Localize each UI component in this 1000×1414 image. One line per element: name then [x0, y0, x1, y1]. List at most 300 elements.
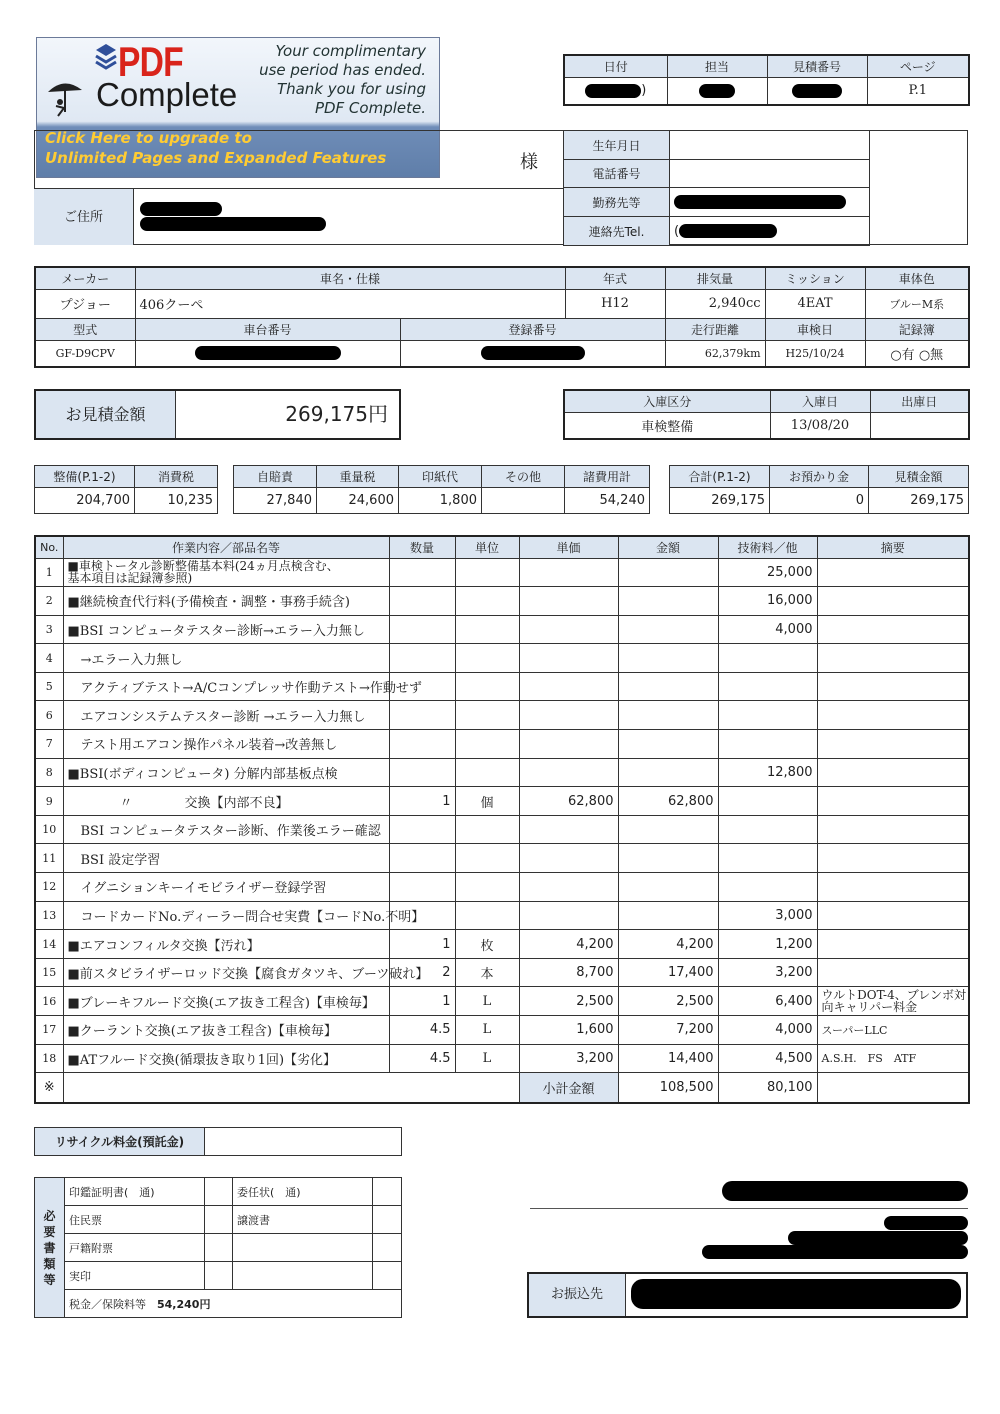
model-value: GF-D9CPV — [35, 340, 135, 367]
redacted-block — [679, 224, 777, 238]
document-item: 譲渡書 — [233, 1206, 373, 1234]
summary-value: 24,600 — [317, 488, 399, 514]
summary-label: その他 — [482, 466, 565, 488]
table-row — [35, 930, 969, 959]
row-number: 5 — [35, 672, 63, 701]
mileage-value: 62,379km — [665, 340, 765, 367]
table-row — [35, 672, 969, 701]
quote-number-value — [767, 77, 867, 105]
row-amount: 17,400 — [618, 958, 718, 987]
row-tech-fee: 25,000 — [718, 558, 817, 587]
car-name-label: 車名・仕様 — [135, 267, 565, 289]
row-number: 1 — [35, 558, 63, 587]
row-tech-fee: 4,000 — [718, 1016, 817, 1045]
row-unit: 本 — [455, 958, 519, 987]
summary-total-table — [669, 465, 969, 514]
row-description: BSI コンピュータテスター診断、作業後エラー確認 — [63, 815, 389, 844]
displacement-value: 2,940cc — [665, 289, 765, 318]
row-tech-fee — [718, 873, 817, 902]
document-item — [233, 1234, 373, 1262]
entry-date-label: 入庫日 — [770, 390, 870, 412]
row-description: イグニションキーイモビライザー登録学習 — [63, 873, 389, 902]
row-unit: L — [455, 1016, 519, 1045]
row-description: ■BSI コンピュータテスター診断→エラー入力無し — [63, 615, 389, 644]
divider-line — [530, 1208, 968, 1209]
row-quantity: 1 — [389, 787, 455, 816]
row-description: ■前スタビライザーロッド交換【腐食ガタツキ、ブーツ破れ】 — [63, 958, 389, 987]
row-unit-price — [519, 758, 618, 787]
row-remarks — [817, 930, 969, 959]
banner-message-line: use period has ended. — [259, 61, 426, 79]
table-row — [35, 1016, 969, 1045]
sama-suffix: 様 — [520, 152, 538, 173]
row-unit-price: 4,200 — [519, 930, 618, 959]
row-unit-price: 2,500 — [519, 987, 618, 1016]
row-description — [63, 558, 389, 587]
row-unit-price — [519, 558, 618, 587]
row-quantity: 4.5 — [389, 1016, 455, 1045]
subtotal-amount: 108,500 — [618, 1073, 718, 1103]
tax-value: 54,240円 — [157, 1297, 211, 1311]
row-unit — [455, 587, 519, 616]
row-remarks — [817, 815, 969, 844]
row-amount — [618, 758, 718, 787]
row-remarks: A.S.H. FS ATF — [817, 1044, 969, 1073]
row-unit: 個 — [455, 787, 519, 816]
row-description: →エラー入力無し — [63, 644, 389, 673]
footer-blank — [63, 1073, 519, 1103]
row-tech-fee — [718, 701, 817, 730]
redacted-block — [884, 1216, 968, 1230]
document-check — [373, 1206, 402, 1234]
document-item: 委任状( 通) — [233, 1178, 373, 1206]
row-description-line: 基本項目は記録簿参照) — [67, 571, 193, 586]
row-unit — [455, 644, 519, 673]
col-header-unit-price: 単価 — [519, 536, 618, 558]
row-unit-price — [519, 701, 618, 730]
row-remarks — [817, 672, 969, 701]
row-description: ■継続検査代行料(予備検査・調整・事務手続含) — [63, 587, 389, 616]
summary-value: 27,840 — [234, 488, 317, 514]
row-unit-price: 3,200 — [519, 1044, 618, 1073]
row-number: 9 — [35, 787, 63, 816]
row-unit-price — [519, 587, 618, 616]
row-unit — [455, 701, 519, 730]
entry-table — [563, 389, 970, 440]
work-items-table — [34, 535, 970, 1104]
row-description: ■エアコンフィルタ交換【汚れ】 — [63, 930, 389, 959]
table-row — [35, 558, 969, 587]
documents-table — [34, 1177, 402, 1318]
row-unit — [455, 672, 519, 701]
row-remarks — [817, 701, 969, 730]
summary-value: 204,700 — [35, 488, 135, 514]
page-value: P.1 — [867, 77, 969, 105]
row-remarks — [817, 558, 969, 587]
row-unit — [455, 758, 519, 787]
table-row — [35, 901, 969, 930]
complete-logo-text: Complete — [96, 76, 238, 113]
row-remarks — [817, 644, 969, 673]
year-label: 年式 — [565, 267, 665, 289]
table-row — [35, 815, 969, 844]
subtotal-label: 小計金額 — [519, 1073, 618, 1103]
entry-category-value: 車検整備 — [564, 412, 770, 439]
row-quantity — [389, 587, 455, 616]
row-description: エアコンシステムテスター診断 →エラー入力無し — [63, 701, 389, 730]
redacted-block — [140, 202, 222, 216]
row-unit-price — [519, 844, 618, 873]
row-unit — [455, 558, 519, 587]
tax-label: 税金／保険料等 — [69, 1297, 146, 1311]
document-check — [205, 1206, 233, 1234]
document-check — [373, 1262, 402, 1290]
contact-value: ( — [670, 217, 870, 246]
row-amount — [618, 815, 718, 844]
redacted-block — [140, 217, 326, 231]
col-header-description: 作業内容／部品名等 — [63, 536, 389, 558]
row-remarks — [817, 787, 969, 816]
umbrella-figure-icon — [42, 78, 90, 118]
date-value: ) — [564, 77, 667, 105]
row-unit — [455, 844, 519, 873]
row-description: ■クーラント交換(エア抜き工程含)【車検毎】 — [63, 1016, 389, 1045]
staff-value — [667, 77, 767, 105]
row-quantity: 4.5 — [389, 1044, 455, 1073]
row-remarks — [817, 987, 969, 1016]
employer-value — [670, 188, 870, 217]
banner-message-line: Your complimentary — [275, 42, 426, 60]
row-number: 12 — [35, 873, 63, 902]
summary-label: 合計(P.1-2) — [670, 466, 770, 488]
row-remarks — [817, 958, 969, 987]
recycle-value — [205, 1128, 402, 1156]
chassis-value — [135, 340, 400, 367]
address-label: ご住所 — [34, 188, 134, 245]
document-item: 住民票 — [65, 1206, 205, 1234]
row-unit-price — [519, 815, 618, 844]
vehicle-table — [34, 266, 970, 368]
row-unit-price — [519, 615, 618, 644]
row-number: 3 — [35, 615, 63, 644]
record-label: 記録簿 — [865, 318, 969, 340]
document-check — [373, 1234, 402, 1262]
row-tech-fee: 12,800 — [718, 758, 817, 787]
table-row — [35, 587, 969, 616]
summary-fees-table — [233, 465, 650, 514]
summary-value — [482, 488, 565, 514]
table-row — [35, 873, 969, 902]
row-tech-fee: 3,200 — [718, 958, 817, 987]
row-quantity — [389, 758, 455, 787]
tax-row — [65, 1290, 402, 1318]
table-row — [35, 615, 969, 644]
summary-label: 重量税 — [317, 466, 399, 488]
documents-side-label: 必要書類等 — [35, 1178, 65, 1318]
redacted-block — [674, 195, 846, 209]
maker-value: プジョー — [35, 289, 135, 318]
row-tech-fee — [718, 644, 817, 673]
banner-message — [246, 42, 426, 118]
row-unit — [455, 873, 519, 902]
pdf-logo-text: PDF — [118, 38, 183, 85]
date-label: 日付 — [564, 55, 667, 77]
entry-category-label: 入庫区分 — [564, 390, 770, 412]
row-description-line: ■車検トータル診断整備基本料(24ヵ月点検含む、 — [67, 559, 339, 574]
row-remarks — [817, 587, 969, 616]
row-remarks — [817, 758, 969, 787]
page-label: ページ — [867, 55, 969, 77]
row-number: 13 — [35, 901, 63, 930]
transmission-label: ミッション — [765, 267, 865, 289]
row-tech-fee — [718, 672, 817, 701]
row-unit-price — [519, 672, 618, 701]
row-number: 17 — [35, 1016, 63, 1045]
redacted-block — [585, 84, 641, 98]
transfer-label: お振込先 — [529, 1274, 626, 1316]
redacted-block — [481, 346, 585, 360]
inspection-label: 車検日 — [765, 318, 865, 340]
row-amount — [618, 701, 718, 730]
recycle-label: リサイクル料金(預託金) — [35, 1128, 205, 1156]
row-remarks — [817, 730, 969, 759]
redacted-block — [722, 1181, 968, 1201]
col-header-unit: 単位 — [455, 536, 519, 558]
col-header-no: No. — [35, 536, 63, 558]
row-tech-fee: 6,400 — [718, 987, 817, 1016]
work-items-body — [35, 558, 969, 1073]
row-amount: 7,200 — [618, 1016, 718, 1045]
row-unit-price: 62,800 — [519, 787, 618, 816]
row-number: 11 — [35, 844, 63, 873]
row-quantity: 2 — [389, 958, 455, 987]
row-quantity — [389, 615, 455, 644]
exit-date-value — [870, 412, 969, 439]
row-description: ■BSI(ボディコンピュータ) 分解内部基板点検 — [63, 758, 389, 787]
summary-value: 0 — [770, 488, 869, 514]
redacted-block — [699, 84, 735, 98]
document-item: 実印 — [65, 1262, 205, 1290]
summary-maintenance-table — [34, 465, 218, 514]
document-check — [205, 1234, 233, 1262]
row-number: 10 — [35, 815, 63, 844]
row-number: 14 — [35, 930, 63, 959]
row-quantity — [389, 701, 455, 730]
row-tech-fee: 16,000 — [718, 587, 817, 616]
entry-date-value: 13/08/20 — [770, 412, 870, 439]
row-amount — [618, 873, 718, 902]
col-header-quantity: 数量 — [389, 536, 455, 558]
summary-value: 269,175 — [670, 488, 770, 514]
row-remarks — [817, 901, 969, 930]
table-row — [35, 844, 969, 873]
document-item: 戸籍附票 — [65, 1234, 205, 1262]
summary-value: 269,175 — [869, 488, 969, 514]
row-unit-price — [519, 873, 618, 902]
year-value: H12 — [565, 289, 665, 318]
estimate-amount: 269,175円 — [285, 402, 388, 426]
row-quantity — [389, 873, 455, 902]
row-quantity — [389, 644, 455, 673]
inspection-value: H25/10/24 — [765, 340, 865, 367]
row-description: コードカードNo.ディーラー問合せ実費【コードNo.不明】 — [63, 901, 389, 930]
banner-message-line: PDF Complete. — [314, 99, 426, 117]
row-amount — [618, 558, 718, 587]
summary-label: お預かり金 — [770, 466, 869, 488]
row-quantity: 1 — [389, 987, 455, 1016]
table-row — [35, 787, 969, 816]
row-remarks: スーパーLLC — [817, 1016, 969, 1045]
row-remarks — [817, 873, 969, 902]
row-description: ■ATフルード交換(循環抜き取り1回)【劣化】 — [63, 1044, 389, 1073]
row-amount — [618, 615, 718, 644]
row-description: BSI 設定学習 — [63, 844, 389, 873]
row-remarks — [817, 615, 969, 644]
col-header-amount: 金額 — [618, 536, 718, 558]
row-tech-fee — [718, 844, 817, 873]
row-amount — [618, 644, 718, 673]
redacted-block — [631, 1279, 961, 1309]
row-unit — [455, 901, 519, 930]
row-quantity — [389, 730, 455, 759]
col-header-tech-fee: 技術料／他 — [718, 536, 817, 558]
row-amount — [618, 730, 718, 759]
row-amount: 14,400 — [618, 1044, 718, 1073]
row-number: 16 — [35, 987, 63, 1016]
col-header-remarks: 摘要 — [817, 536, 969, 558]
row-amount: 4,200 — [618, 930, 718, 959]
row-tech-fee: 3,000 — [718, 901, 817, 930]
row-amount — [618, 844, 718, 873]
row-amount — [618, 901, 718, 930]
summary-label: 見積金額 — [869, 466, 969, 488]
redacted-block — [788, 1231, 968, 1245]
row-unit — [455, 815, 519, 844]
row-tech-fee — [718, 787, 817, 816]
row-quantity — [389, 558, 455, 587]
birthdate-value — [670, 131, 870, 160]
row-remarks-line: ウルトDOT-4、ブレンボ対 — [821, 988, 966, 1003]
registration-value — [400, 340, 665, 367]
row-tech-fee: 4,000 — [718, 615, 817, 644]
row-description: ■ブレーキフルード交換(エア抜き工程含)【車検毎】 — [63, 987, 389, 1016]
row-unit — [455, 615, 519, 644]
table-row — [35, 1044, 969, 1073]
table-row — [35, 644, 969, 673]
color-value: ブルーM系 — [865, 289, 969, 318]
row-amount — [618, 587, 718, 616]
row-description: テスト用エアコン操作パネル装着→改善無し — [63, 730, 389, 759]
table-row — [35, 730, 969, 759]
row-unit-price — [519, 644, 618, 673]
summary-value: 10,235 — [135, 488, 218, 514]
document-check — [205, 1262, 233, 1290]
pdf-layers-icon — [94, 42, 118, 72]
row-unit-price — [519, 730, 618, 759]
chassis-label: 車台番号 — [135, 318, 400, 340]
row-unit — [455, 730, 519, 759]
row-quantity: 1 — [389, 930, 455, 959]
recycle-table — [34, 1127, 402, 1156]
row-tech-fee: 1,200 — [718, 930, 817, 959]
row-unit-price: 8,700 — [519, 958, 618, 987]
exit-date-label: 出庫日 — [870, 390, 969, 412]
row-number: 18 — [35, 1044, 63, 1073]
document-check — [205, 1178, 233, 1206]
row-amount: 2,500 — [618, 987, 718, 1016]
contact-label: 連絡先Tel. — [564, 217, 670, 246]
row-unit: L — [455, 1044, 519, 1073]
customer-info-table — [563, 130, 870, 246]
row-amount: 62,800 — [618, 787, 718, 816]
header-table — [563, 54, 970, 106]
estimate-label: お見積金額 — [36, 391, 176, 438]
upgrade-line[interactable]: Click Here to upgrade to — [45, 129, 252, 147]
row-tech-fee — [718, 730, 817, 759]
row-remarks — [817, 844, 969, 873]
footer-mark: ※ — [35, 1073, 63, 1103]
redacted-block — [792, 84, 842, 98]
quote-number-label: 見積番号 — [767, 55, 867, 77]
color-label: 車体色 — [865, 267, 969, 289]
displacement-label: 排気量 — [665, 267, 765, 289]
row-number: 8 — [35, 758, 63, 787]
row-number: 7 — [35, 730, 63, 759]
footer-blank — [817, 1073, 969, 1103]
mileage-label: 走行距離 — [665, 318, 765, 340]
row-unit-price: 1,600 — [519, 1016, 618, 1045]
document-item — [233, 1262, 373, 1290]
row-unit: L — [455, 987, 519, 1016]
redacted-block — [195, 346, 341, 360]
row-description: 〃 交換【内部不良】 — [63, 787, 389, 816]
redacted-block — [702, 1245, 968, 1259]
summary-value: 54,240 — [565, 488, 650, 514]
summary-label: 自賠責 — [234, 466, 317, 488]
model-label: 型式 — [35, 318, 135, 340]
registration-label: 登録番号 — [400, 318, 665, 340]
subtotal-tech: 80,100 — [718, 1073, 817, 1103]
table-row — [35, 758, 969, 787]
car-name-value: 406クーペ — [135, 289, 565, 318]
employer-label: 勤務先等 — [564, 188, 670, 217]
table-row — [35, 701, 969, 730]
phone-label: 電話番号 — [564, 160, 670, 188]
row-tech-fee: 4,500 — [718, 1044, 817, 1073]
birthdate-label: 生年月日 — [564, 131, 670, 160]
document-check — [373, 1178, 402, 1206]
table-row — [35, 987, 969, 1016]
row-number: 15 — [35, 958, 63, 987]
table-row — [35, 958, 969, 987]
row-quantity — [389, 844, 455, 873]
summary-label: 印紙代 — [399, 466, 482, 488]
maker-label: メーカー — [35, 267, 135, 289]
row-quantity — [389, 815, 455, 844]
row-number: 2 — [35, 587, 63, 616]
banner-message-line: Thank you for using — [276, 80, 426, 98]
upgrade-line[interactable]: Unlimited Pages and Expanded Features — [45, 149, 387, 167]
summary-label: 諸費用計 — [565, 466, 650, 488]
row-number: 6 — [35, 701, 63, 730]
row-amount — [618, 672, 718, 701]
row-unit: 枚 — [455, 930, 519, 959]
row-tech-fee — [718, 815, 817, 844]
summary-label: 消費税 — [135, 466, 218, 488]
transmission-value: 4EAT — [765, 289, 865, 318]
staff-label: 担当 — [667, 55, 767, 77]
phone-value — [670, 160, 870, 188]
